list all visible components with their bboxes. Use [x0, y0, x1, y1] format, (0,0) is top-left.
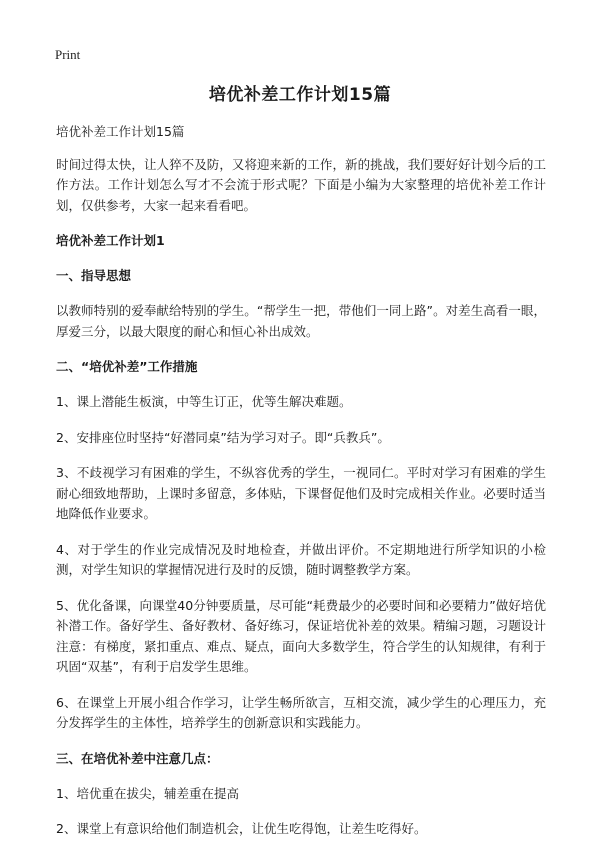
note-item: 2、课堂上有意识给他们制造机会，让优生吃得饱，让差生吃得好。	[56, 821, 427, 836]
section-title: 培优补差工作计划1	[56, 233, 165, 248]
measure-item: 6、在课堂上开展小组合作学习，让学生畅所欲言，互相交流，减少学生的心理压力，充分发挥学生的主体性，培养学生的创新意识和实践能力。	[56, 694, 546, 730]
measure-item: 5、优化备课，向课堂40分钟要质量，尽可能“耗费最少的必要时间和必要精力”做好培优补潜工作。备好学生、备好教材、备好练习，保证培优补差的效果。精编习题，习题设计注意：有梯度，紧扣重点、难点、疑点，面向大多数学生，符合学生的认知规律，有利于巩固“双基”，有利于启发学生思维。	[56, 597, 546, 674]
measure-item: 3、不歧视学习有困难的学生，不纵容优秀的学生，一视同仁。平时对学习有困难的学生耐心细致地帮助，上课时多留意，多体贴，下课督促他们及时完成相关作业。必要时适当地降低作业要求。	[56, 465, 546, 521]
measure-item: 4、对于学生的作业完成情况及时地检查，并做出评价。不定期地进行所学知识的小检测，对学生知识的掌握情况进行及时的反馈，随时调整教学方案。	[56, 541, 546, 577]
measure-item: 1、课上潜能生板演，中等生订正，优等生解决难题。	[56, 394, 352, 409]
print-link[interactable]: Print	[55, 47, 81, 62]
measure-item: 2、安排座位时坚持“好潜同桌”结为学习对子。即“兵教兵”。	[56, 429, 390, 445]
intro-paragraph: 时间过得太快，让人猝不及防，又将迎来新的工作，新的挑战，我们要好好计划今后的工作方法。工作计划怎么写才不会流于形式呢？下面是小编为大家整理的培优补差工作计划，仅供参考，大家一起来看看吧。	[56, 156, 546, 213]
heading-work-measures: 二、“培优补差”工作措施	[56, 359, 198, 374]
page-title: 培优补差工作计划15篇	[208, 85, 392, 105]
heading-notes: 三、在培优补差中注意几点：	[56, 750, 219, 766]
heading-guiding-ideology: 一、指导思想	[56, 268, 132, 283]
document-body	[56, 122, 546, 855]
note-item: 1、培优重在拔尖，辅差重在提高	[56, 785, 239, 801]
document-subtitle: 培优补差工作计划15篇	[56, 124, 185, 139]
guiding-ideology-paragraph: 以教师特别的爱奉献给特别的学生。“帮学生一把，带他们一同上路”。对差生高看一眼，厚爱三分，以最大限度的耐心和恒心补出成效。	[56, 303, 546, 339]
